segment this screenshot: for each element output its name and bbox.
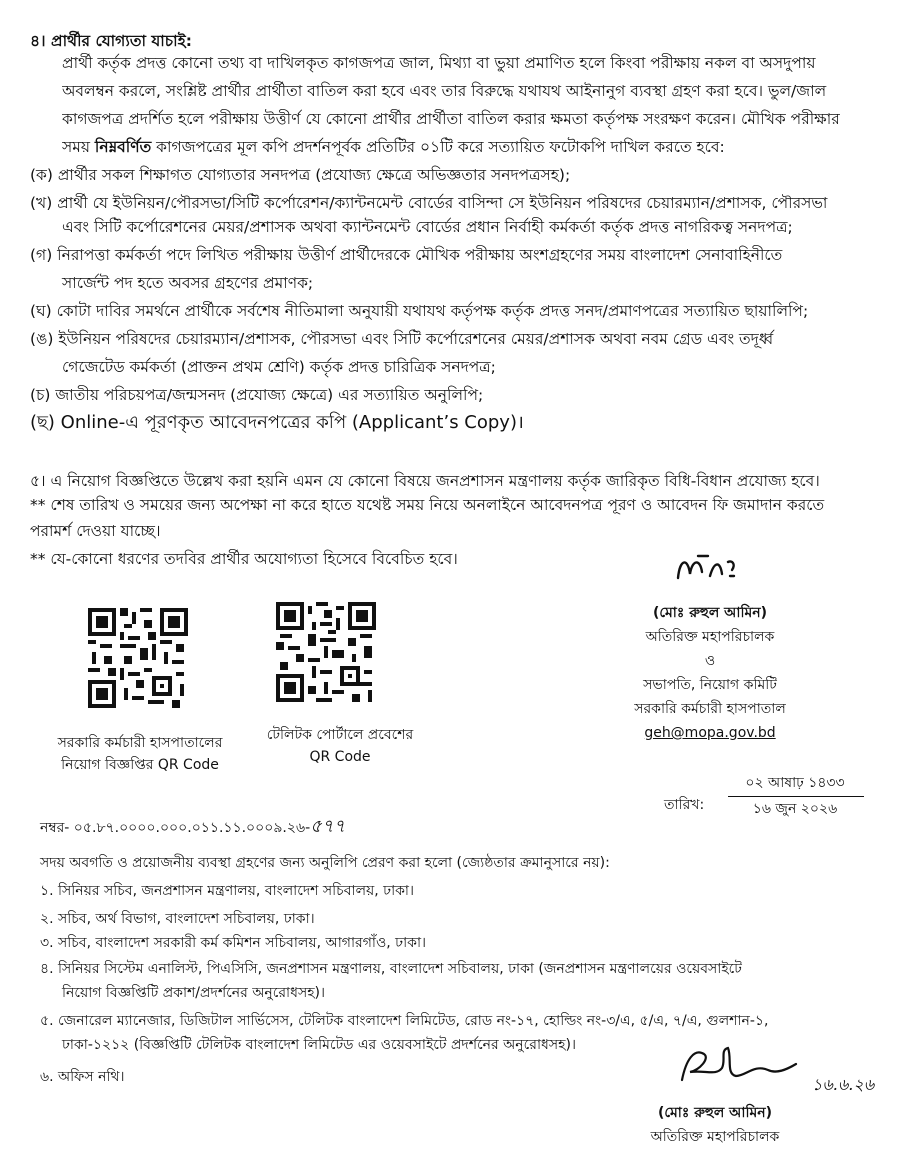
doc-item-ga: (গ) নিরাপত্তা কর্মকর্তা পদে লিখিত পরীক্ষায় উত্তীর্ণ প্রার্থীদেরকে মৌখিক পরীক্ষায় অংশগ্রহণের সময় বাংলাদেশ সেনাবাহিনীতে: [30, 246, 783, 264]
section-4-para-line-1: প্রার্থী কর্তৃক প্রদত্ত কোনো তথ্য বা দাখিলকৃত কাগজপত্র জাল, মিথ্যা বা ভুয়া প্রমাণিত হলে কিংবা পরীক্ষায় নকল বা অসদুপায়: [62, 54, 816, 72]
doc-item-kha-cont: এবং সিটি কর্পোরেশনের মেয়র/প্রশাসক অথবা ক্যান্টনমেন্ট বোর্ডের প্রধান নির্বাহী কর্মকর্তা কর্তৃক প্রদত্ত নাগরিকত্ব সনদপত্র;: [62, 218, 793, 236]
doc-item-ga-cont: সার্জেন্ট পদ হতে অবসর গ্রহণের প্রমাণক;: [62, 274, 314, 292]
date-label: তারিখ:: [664, 797, 705, 813]
copy-item-1: ১. সিনিয়র সচিব, জনপ্রশাসন মন্ত্রণালয়, বাংলাদেশ সচিবালয়, ঢাকা।: [40, 883, 414, 899]
doc-item-kha: (খ) প্রার্থী যে ইউনিয়ন/পৌরসভা/সিটি কর্পোরেশন/ক্যান্টনমেন্ট বোর্ডের বাসিন্দা সে ইউনিয়ন পরিষদের চেয়ারম্যান/প্রশাসক, পৌরসভা: [30, 194, 828, 212]
date-english: ১৬ জুন ২০২৬: [752, 801, 838, 817]
date-bangla: ০২ আষাঢ় ১৪৩৩: [745, 775, 845, 791]
signatory-title: অতিরিক্ত মহাপরিচালক: [645, 629, 775, 645]
copy-item-2: ২. সচিব, অর্থ বিভাগ, বাংলাদেশ সচিবালয়, ঢাকা।: [40, 911, 315, 927]
footer-signatory-name: (মোঃ রুহুল আমিন): [657, 1105, 773, 1121]
doc-item-unga: (ঙ) ইউনিয়ন পরিষদের চেয়ারম্যান/প্রশাসক, পৌরসভা এবং সিটি কর্পোরেশনের মেয়র/প্রশাসক অথবা নবম গ্রেড এবং তদূর্ধ্ব: [30, 330, 774, 348]
section-4-para-line-4: [62, 136, 870, 158]
note-1-line-1: ** শেষ তারিখ ও সময়ের জন্য অপেক্ষা না করে হাতে যথেষ্ট সময় নিয়ে অনলাইনে আবেদনপত্র পূরণ ও আবেদন ফি জমাদান করতে: [30, 496, 825, 514]
note-2: ** যে-কোনো ধরণের তদবির প্রার্থীর অযোগ্যতা হিসেবে বিবেচিত হবে।: [30, 550, 458, 568]
teletalk-qr-caption-1: টেলিটক পোর্টালে প্রবেশের: [266, 727, 414, 743]
hospital-qr-caption-2: নিয়োগ বিজ্ঞপ্তির QR Code: [61, 757, 219, 773]
section-4-para-line-2: অবলম্বন করলে, সংশ্লিষ্ট প্রার্থীর প্রার্থীতা বাতিল করা হবে এবং তার বিরুদ্ধে যথাযথ আইনানুগ ব্যবস্থা গ্রহণ করা হবে। ভুল/জাল: [62, 82, 827, 100]
copy-item-4-cont: নিয়োগ বিজ্ঞপ্তিটি প্রকাশ/প্রদর্শনের অনুরোধসহ)।: [62, 985, 326, 1001]
date-divider: [728, 796, 864, 797]
doc-item-unga-cont: গেজেটেড কর্মকর্তা (প্রাক্তন প্রথম শ্রেণি) কর্তৃক প্রদত্ত চারিত্রিক সনদপত্র;: [62, 358, 496, 376]
hospital-qr-code[interactable]: [88, 608, 188, 708]
signatory-and: ও: [704, 653, 716, 669]
signatory-name: (মোঃ রুহুল আমিন): [652, 605, 768, 621]
handwritten-sign-date: ১৬.৬.২৬: [812, 1075, 875, 1094]
doc-item-ka: (ক) প্রার্থীর সকল শিক্ষাগত যোগ্যতার সনদপত্র (প্রযোজ্য ক্ষেত্রে অভিজ্ঞতার সনদপত্রসহ);: [30, 166, 571, 184]
signatory-org: সরকারি কর্মচারী হাসপাতাল: [634, 701, 786, 717]
para-text: সময়: [62, 138, 95, 156]
copy-item-5: ৫. জেনারেল ম্যানেজার, ডিজিটাল সার্ভিসেস, টেলিটক বাংলাদেশ লিমিটেড, রোড নং-১৭, হোল্ডিং নং-৩/এ, ৫/এ, ৭/এ, গুলশান-১,: [40, 1013, 769, 1029]
memo-number-handwritten: ৫৭৭: [310, 816, 346, 837]
doc-item-cha: (চ) জাতীয় পরিচয়পত্র/জন্মসনদ (প্রযোজ্য ক্ষেত্রে) এর সত্যায়িত অনুলিপি;: [30, 386, 484, 404]
section-4-para-line-3: কাগজপত্র প্রদর্শিত হলে পরীক্ষায় উত্তীর্ণ যে কোনো প্রার্থীর প্রার্থীতা বাতিল করার ক্ষমতা কর্তৃপক্ষ সংরক্ষণ করেন। মৌখিক পরীক্ষার: [62, 110, 840, 128]
memo-number: [40, 816, 345, 839]
signatory-role: সভাপতি, নিয়োগ কমিটি: [643, 677, 777, 693]
memo-number-text: নম্বর- ০৫.৮৭.০০০০.০০০.০১১.১১.০০০৯.২৬-: [40, 820, 311, 836]
copy-item-6: ৬. অফিস নথি।: [40, 1069, 125, 1085]
teletalk-qr-caption-2: QR Code: [309, 749, 371, 765]
note-1-line-2: পরামর্শ দেওয়া যাচ্ছে।: [30, 522, 161, 540]
handwritten-signature-initials: [676, 1040, 806, 1090]
copy-item-3: ৩. সচিব, বাংলাদেশ সরকারী কর্ম কমিশন সচিবালয়, আগারগাঁও, ঢাকা।: [40, 935, 427, 951]
copy-item-4: ৪. সিনিয়র সিস্টেম এনালিস্ট, পিএসিসি, জনপ্রশাসন মন্ত্রণালয়, বাংলাদেশ সচিবালয়, ঢাকা (জনপ্রশাসন মন্ত্রণালয়ের ওয়েবসাইটে: [40, 961, 742, 977]
doc-item-gha: (ঘ) কোটা দাবির সমর্থনে প্রার্থীকে সর্বশেষ নীতিমালা অনুযায়ী যথাযথ কর্তৃপক্ষ কর্তৃক প্রদত্ত সনদ/প্রমাণপত্রের সত্যায়িত ছায়ালিপি;: [30, 302, 809, 320]
section-5-line: ৫। এ নিয়োগ বিজ্ঞপ্তিতে উল্লেখ করা হয়নি এমন যে কোনো বিষয়ে জনপ্রশাসন মন্ত্রণালয় কর্তৃক জারিকৃত বিধি-বিধান প্রযোজ্য হবে।: [30, 472, 820, 490]
para-bold: নিম্নবর্ণিত: [94, 138, 152, 156]
hospital-qr-caption-1: সরকারি কর্মচারী হাসপাতালের: [57, 735, 223, 751]
copy-item-5-cont: ঢাকা-১২১২ (বিজ্ঞপ্তিটি টেলিটক বাংলাদেশ লিমিটেড এর ওয়েবসাইটে প্রদর্শনের অনুরোধসহ)।: [62, 1037, 576, 1053]
teletalk-qr-code[interactable]: [276, 602, 376, 702]
handwritten-signature: [674, 548, 754, 588]
copy-intro: সদয় অবগতি ও প্রয়োজনীয় ব্যবস্থা গ্রহণের জন্য অনুলিপি প্রেরণ করা হলো (জ্যেষ্ঠতার ক্রমানুসারে নয়):: [40, 855, 610, 871]
footer-signatory-title: অতিরিক্ত মহাপরিচালক: [650, 1129, 780, 1145]
para-text: কাগজপত্রের মূল কপি প্রদর্শনপূর্বক প্রতিটির ০১টি করে সত্যায়িত ফটোকপি দাখিল করতে হবে:: [151, 138, 725, 156]
signatory-email-link[interactable]: geh@mopa.gov.bd: [644, 725, 776, 741]
section-4-heading: ৪। প্রার্থীর যোগ্যতা যাচাই:: [30, 32, 192, 50]
doc-item-chha: (ছ) Online-এ পূরণকৃত আবেদনপত্রের কপি (Applicant’s Copy)।: [30, 412, 524, 433]
